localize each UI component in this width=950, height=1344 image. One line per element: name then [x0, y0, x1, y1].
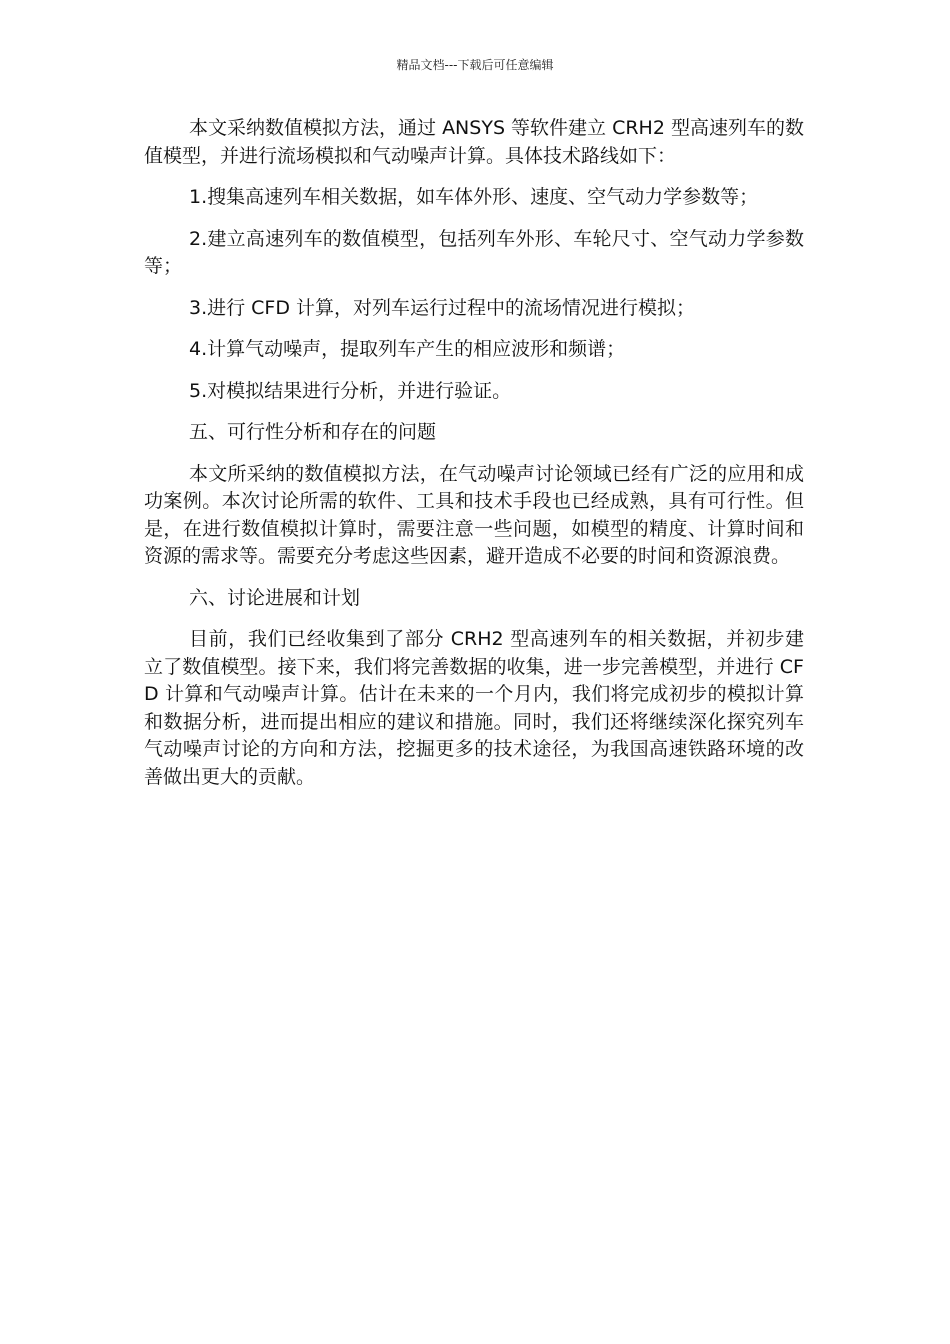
list-item-step-4: 4.计算气动噪声，提取列车产生的相应波形和频谱； [189, 338, 626, 360]
list-item-step-3: 3.进行 CFD 计算，对列车运行过程中的流场情况进行模拟； [189, 296, 696, 319]
page-header: 精品文档---下载后可任意编辑 [396, 58, 554, 72]
list-item-step-5: 5.对模拟结果进行分析，并进行验证。 [189, 379, 512, 402]
list-item-step-2: 2.建立高速列车的数值模型，包括列车外形、车轮尺寸、空气动力学参数等； [144, 227, 804, 277]
document-body [144, 115, 804, 791]
section-heading-feasibility: 五、可行性分析和存在的问题 [189, 421, 437, 443]
paragraph-feasibility: 本文所采纳的数值模拟方法，在气动噪声讨论领域已经有广泛的应用和成功案例。本次讨论所需的软件、工具和技术手段也已经成熟，具有可行性。但是，在进行数值模拟计算时，需要注意一些问题，如模型的精度、计算时间和资源的需求等。需要充分考虑这些因素，避开造成不必要的时间和资源浪费。 [144, 462, 804, 567]
paragraph-intro: 本文采纳数值模拟方法，通过 ANSYS 等软件建立 CRH2 型高速列车的数值模型，并进行流场模拟和气动噪声计算。具体技术路线如下： [144, 117, 804, 167]
list-item-step-1: 1.搜集高速列车相关数据，如车体外形、速度、空气动力学参数等； [189, 186, 759, 208]
paragraph-progress: 目前，我们已经收集到了部分 CRH2 型高速列车的相关数据，并初步建立了数值模型。接下来，我们将完善数据的收集，进一步完善模型，并进行 CFD 计算和气动噪声计算。估计在未来的一个月内，我们将完成初步的模拟计算和数据分析，进而提出相应的建议和措施。同时，我们还将继续深化探究列车气动噪声讨论的方向和方法，挖掘更多的技术途径，为我国高速铁路环境的改善做出更大的贡献。 [144, 628, 804, 788]
section-heading-progress: 六、讨论进展和计划 [189, 586, 361, 609]
